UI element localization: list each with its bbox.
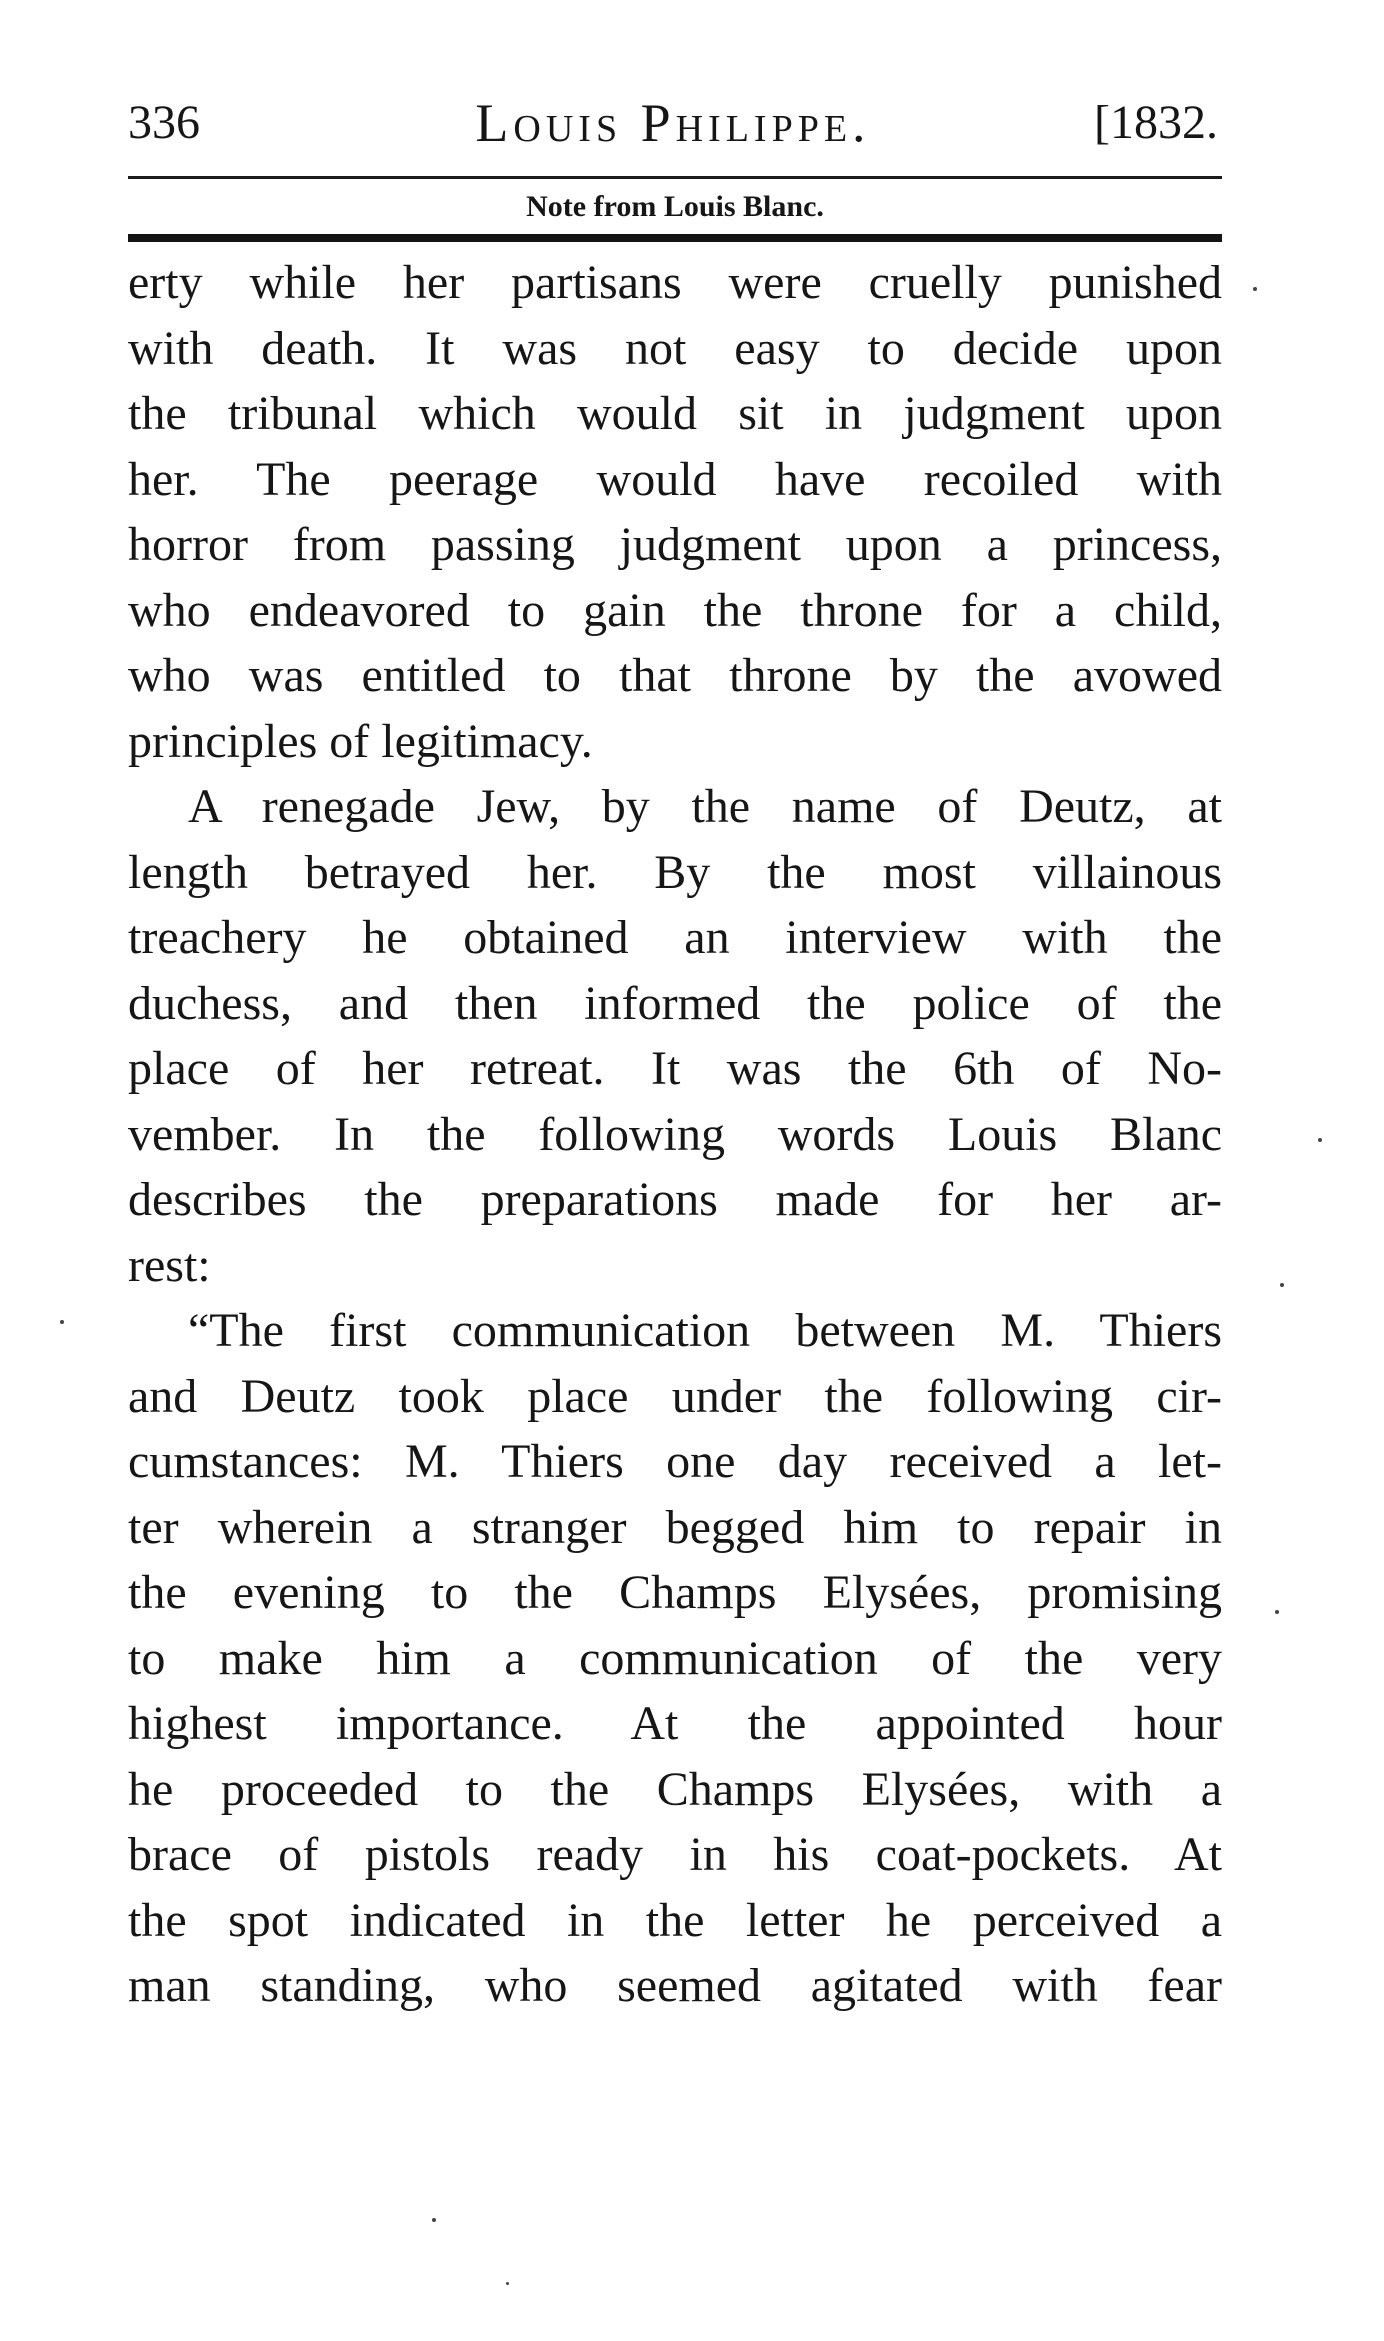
- paragraph-first-line: “The first communication between M. Thiers: [188, 1304, 1222, 1357]
- ink-speck: [60, 1320, 64, 1324]
- text-line: who was entitled to that throne by the avowed: [128, 649, 1222, 702]
- header-rule: [128, 176, 1222, 179]
- text-line: and Deutz took place under the following cir-: [128, 1369, 1222, 1423]
- ink-speck: [1253, 287, 1257, 291]
- running-date: [1832.: [1094, 96, 1218, 149]
- text-line: the spot indicated in the letter he perceived a: [128, 1893, 1222, 1947]
- running-title: Louis Philippe.: [475, 93, 871, 153]
- ink-speck: [1280, 1283, 1284, 1287]
- text-line: with death. It was not easy to decide upon: [128, 321, 1222, 375]
- text-line: vember. In the following words Louis Blanc: [128, 1107, 1222, 1161]
- running-head: [128, 88, 1218, 158]
- ink-speck: [1318, 1138, 1322, 1142]
- text-line: length betrayed her. By the most villainous: [128, 845, 1222, 899]
- text-line: place of her retreat. It was the 6th of No-: [128, 1042, 1222, 1095]
- text-line: who endeavored to gain the throne for a child,: [128, 583, 1222, 637]
- section-subheading: Note from Louis Blanc.: [526, 190, 824, 223]
- text-line: horror from passing judgment upon a princess,: [128, 518, 1222, 571]
- text-line: to make him a communication of the very: [128, 1631, 1222, 1685]
- text-line: cumstances: M. Thiers one day received a let-: [128, 1435, 1222, 1488]
- text-line: ter wherein a stranger begged him to repair in: [128, 1500, 1222, 1554]
- ink-speck: [432, 2218, 436, 2222]
- body-text: [128, 250, 1222, 2019]
- page-number: 336: [128, 96, 200, 149]
- ink-speck: [1275, 1610, 1279, 1614]
- text-line: he proceeded to the Champs Elysées, with a: [128, 1762, 1222, 1816]
- paragraph-first-line: A renegade Jew, by the name of Deutz, at: [188, 780, 1222, 833]
- text-line: highest importance. At the appointed hour: [128, 1697, 1222, 1750]
- text-line: describes the preparations made for her ar-: [128, 1173, 1222, 1226]
- text-line: brace of pistols ready in his coat-pockets. At: [128, 1828, 1222, 1881]
- subheading-rule: [128, 234, 1222, 242]
- text-line: man standing, who seemed agitated with fear: [128, 1959, 1222, 2012]
- text-line: principles of legitimacy.: [128, 714, 593, 768]
- ink-speck: [506, 2282, 509, 2285]
- text-line: erty while her partisans were cruelly punished: [128, 256, 1222, 309]
- text-line: her. The peerage would have recoiled with: [128, 452, 1222, 506]
- text-line: the tribunal which would sit in judgment upon: [128, 387, 1222, 440]
- text-line: rest:: [128, 1238, 211, 1292]
- text-line: the evening to the Champs Elysées, promising: [128, 1566, 1222, 1619]
- text-line: duchess, and then informed the police of the: [128, 976, 1222, 1030]
- text-line: treachery he obtained an interview with the: [128, 911, 1222, 964]
